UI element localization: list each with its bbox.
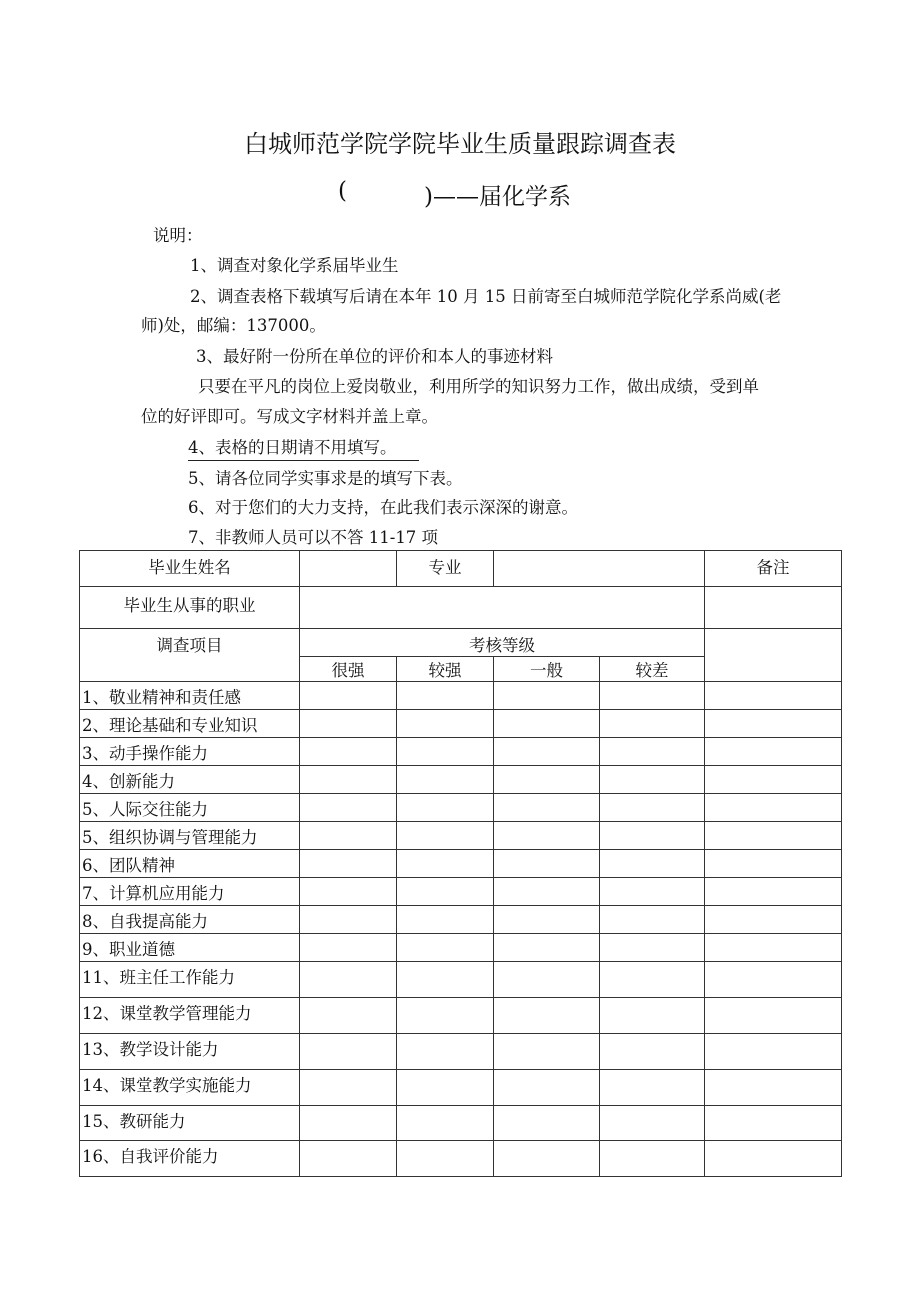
instruction-4: 4、表格的日期请不用填写。 <box>188 434 419 461</box>
rating-average-cell[interactable] <box>494 766 600 794</box>
rating-very-strong-cell[interactable] <box>300 850 397 878</box>
survey-item-label <box>80 878 300 906</box>
rating-weak-cell[interactable] <box>600 822 705 850</box>
rating-average-cell[interactable] <box>494 1106 600 1141</box>
rating-weak-cell[interactable] <box>600 878 705 906</box>
survey-item-text: 8、自我提高能力 <box>82 912 208 931</box>
instruction-6: 6、对于您们的大力支持，在此我们表示深深的谢意。 <box>188 498 578 517</box>
survey-rows <box>80 682 842 1177</box>
survey-item-text: 16、自我评价能力 <box>82 1147 219 1166</box>
survey-item-text: 3、动手操作能力 <box>82 744 208 763</box>
rating-very-strong-cell[interactable] <box>300 822 397 850</box>
rating-strong-cell[interactable] <box>397 738 494 766</box>
survey-item-label <box>80 1034 300 1070</box>
table-row <box>80 710 842 738</box>
survey-items-label-cell <box>80 629 300 682</box>
remarks-cell[interactable] <box>705 962 842 998</box>
level-very-strong: 很强 <box>300 657 397 682</box>
rating-average-cell[interactable] <box>494 906 600 934</box>
rating-weak-cell[interactable] <box>600 934 705 962</box>
rating-average-cell[interactable] <box>494 934 600 962</box>
rating-weak-cell[interactable] <box>600 1106 705 1141</box>
remarks-cell[interactable] <box>705 682 842 710</box>
survey-item-label <box>80 850 300 878</box>
remarks-cell[interactable] <box>705 794 842 822</box>
rating-very-strong-cell[interactable] <box>300 934 397 962</box>
survey-items-label: 调查项目 <box>156 636 223 655</box>
rating-strong-cell[interactable] <box>397 822 494 850</box>
rating-average-cell[interactable] <box>494 850 600 878</box>
survey-item-text: 14、课堂教学实施能力 <box>82 1076 252 1095</box>
table-row <box>80 822 842 850</box>
rating-very-strong-cell[interactable] <box>300 1106 397 1141</box>
rating-weak-cell[interactable] <box>600 1141 705 1177</box>
table-row <box>80 934 842 962</box>
rating-average-cell[interactable] <box>494 682 600 710</box>
table-row <box>80 850 842 878</box>
remarks-cell[interactable] <box>705 850 842 878</box>
level-weak: 较差 <box>600 657 705 682</box>
remarks-cell[interactable] <box>705 1141 842 1177</box>
instruction-1: 1、调查对象化学系届毕业生 <box>190 256 399 275</box>
table-row <box>80 766 842 794</box>
rating-weak-cell[interactable] <box>600 766 705 794</box>
rating-very-strong-cell[interactable] <box>300 998 397 1034</box>
rating-weak-cell[interactable] <box>600 998 705 1034</box>
survey-item-text: 6、团队精神 <box>82 856 175 875</box>
survey-table <box>79 550 842 1177</box>
rating-weak-cell[interactable] <box>600 738 705 766</box>
survey-item-text: 5、组织协调与管理能力 <box>82 828 258 847</box>
rating-strong-cell[interactable] <box>397 1106 494 1141</box>
rating-very-strong-cell[interactable] <box>300 1034 397 1070</box>
rating-weak-cell[interactable] <box>600 710 705 738</box>
rating-very-strong-cell[interactable] <box>300 738 397 766</box>
rating-average-cell[interactable] <box>494 998 600 1034</box>
name-label: 毕业生姓名 <box>148 558 231 577</box>
survey-item-text: 4、创新能力 <box>82 772 175 791</box>
instruction-5: 5、请各位同学实事求是的填写下表。 <box>188 469 463 488</box>
instruction-7: 7、非教师人员可以不答 11-17 项 <box>188 528 439 547</box>
rating-average-cell[interactable] <box>494 738 600 766</box>
survey-item-label <box>80 766 300 794</box>
remarks-cell[interactable] <box>705 1034 842 1070</box>
rating-remarks-cell <box>705 629 842 682</box>
instruction-3-detail-cont: 位的好评即可。写成文字材料并盖上章。 <box>141 407 438 426</box>
survey-item-label <box>80 1141 300 1177</box>
level-strong: 较强 <box>397 657 494 682</box>
remarks-cell[interactable] <box>705 1106 842 1141</box>
remarks-label-cell <box>705 551 842 587</box>
survey-item-label <box>80 998 300 1034</box>
survey-item-text: 7、计算机应用能力 <box>82 884 225 903</box>
remarks-cell[interactable] <box>705 934 842 962</box>
level-average: 一般 <box>494 657 600 682</box>
instructions-heading: 说明： <box>153 226 203 245</box>
survey-item-label <box>80 1070 300 1106</box>
rating-average-cell[interactable] <box>494 710 600 738</box>
subtitle-paren: ( <box>338 178 347 204</box>
table-row <box>80 738 842 766</box>
rating-average-cell[interactable] <box>494 1141 600 1177</box>
table-row <box>80 682 842 710</box>
rating-very-strong-cell[interactable] <box>300 766 397 794</box>
instruction-3-detail: 只要在平凡的岗位上爱岗敬业，利用所学的知识努力工作，做出成绩，受到单 <box>198 377 759 396</box>
survey-item-label <box>80 906 300 934</box>
rating-very-strong-cell[interactable] <box>300 710 397 738</box>
survey-item-text: 11、班主任工作能力 <box>82 968 235 987</box>
rating-very-strong-cell[interactable] <box>300 1141 397 1177</box>
survey-item-label <box>80 1106 300 1141</box>
rating-weak-cell[interactable] <box>600 1034 705 1070</box>
rating-strong-cell[interactable] <box>397 1034 494 1070</box>
rating-very-strong-cell[interactable] <box>300 1070 397 1106</box>
table-row <box>80 962 842 998</box>
remarks-cell[interactable] <box>705 738 842 766</box>
table-row <box>80 1070 842 1106</box>
table-row <box>80 794 842 822</box>
rating-strong-cell[interactable] <box>397 850 494 878</box>
rating-average-cell[interactable] <box>494 878 600 906</box>
remarks-cell[interactable] <box>705 878 842 906</box>
occupation-label-cell <box>80 587 300 629</box>
rating-average-cell[interactable] <box>494 822 600 850</box>
rating-strong-cell[interactable] <box>397 1070 494 1106</box>
rating-average-cell[interactable] <box>494 1034 600 1070</box>
survey-item-label <box>80 794 300 822</box>
remarks-label: 备注 <box>756 558 790 577</box>
name-label-cell <box>80 551 300 587</box>
survey-item-text: 13、教学设计能力 <box>82 1040 219 1059</box>
remarks-cell[interactable] <box>705 906 842 934</box>
rating-strong-cell[interactable] <box>397 906 494 934</box>
table-row <box>80 1034 842 1070</box>
survey-item-label <box>80 934 300 962</box>
occupation-remarks-cell[interactable] <box>705 587 842 629</box>
survey-item-text: 9、职业道德 <box>82 940 175 959</box>
rating-very-strong-cell[interactable] <box>300 682 397 710</box>
rating-very-strong-cell[interactable] <box>300 906 397 934</box>
table-row <box>80 998 842 1034</box>
occupation-label: 毕业生从事的职业 <box>123 596 256 615</box>
rating-weak-cell[interactable] <box>600 682 705 710</box>
remarks-cell[interactable] <box>705 998 842 1034</box>
rating-average-cell[interactable] <box>494 962 600 998</box>
instruction-2: 2、调查表格下载填写后请在本年 10 月 15 日前寄至白城师范学院化学系尚威(老 <box>190 287 782 306</box>
table-row <box>80 878 842 906</box>
survey-item-text: 2、理论基础和专业知识 <box>82 716 258 735</box>
survey-item-text: 15、教研能力 <box>82 1112 186 1131</box>
major-label: 专业 <box>428 558 462 577</box>
instruction-3: 3、最好附一份所在单位的评价和本人的事迹材料 <box>196 347 553 366</box>
rating-very-strong-cell[interactable] <box>300 794 397 822</box>
rating-strong-cell[interactable] <box>397 878 494 906</box>
rating-weak-cell[interactable] <box>600 906 705 934</box>
rating-weak-cell[interactable] <box>600 794 705 822</box>
survey-item-label <box>80 822 300 850</box>
survey-item-text: 12、课堂教学管理能力 <box>82 1004 252 1023</box>
rating-very-strong-cell[interactable] <box>300 962 397 998</box>
survey-item-text: 1、敬业精神和责任感 <box>82 688 241 707</box>
remarks-cell[interactable] <box>705 822 842 850</box>
subtitle-class: )——届化学系 <box>424 184 571 210</box>
rating-weak-cell[interactable] <box>600 962 705 998</box>
rating-weak-cell[interactable] <box>600 1070 705 1106</box>
table-row <box>80 1141 842 1177</box>
survey-item-text: 5、人际交往能力 <box>82 800 208 819</box>
table-row <box>80 1106 842 1141</box>
rating-strong-cell[interactable] <box>397 794 494 822</box>
table-row <box>80 906 842 934</box>
rating-strong-cell[interactable] <box>397 1141 494 1177</box>
survey-item-label <box>80 962 300 998</box>
page-title: 白城师范学院学院毕业生质量跟踪调查表 <box>244 130 676 158</box>
rating-strong-cell[interactable] <box>397 962 494 998</box>
rating-strong-cell[interactable] <box>397 710 494 738</box>
remarks-cell[interactable] <box>705 710 842 738</box>
remarks-cell[interactable] <box>705 1070 842 1106</box>
rating-average-cell[interactable] <box>494 794 600 822</box>
survey-item-label <box>80 682 300 710</box>
occupation-input-cell[interactable] <box>300 587 705 629</box>
rating-strong-cell[interactable] <box>397 998 494 1034</box>
rating-strong-cell[interactable] <box>397 682 494 710</box>
rating-label-cell <box>300 629 705 657</box>
rating-strong-cell[interactable] <box>397 766 494 794</box>
survey-item-label <box>80 738 300 766</box>
rating-very-strong-cell[interactable] <box>300 878 397 906</box>
name-input-cell[interactable] <box>300 551 397 587</box>
rating-average-cell[interactable] <box>494 1070 600 1106</box>
rating-label: 考核等级 <box>469 636 535 655</box>
instruction-2-cont: 师)处，邮编：137000。 <box>141 316 326 335</box>
major-input-cell[interactable] <box>494 551 705 587</box>
survey-item-label <box>80 710 300 738</box>
rating-strong-cell[interactable] <box>397 934 494 962</box>
rating-weak-cell[interactable] <box>600 850 705 878</box>
remarks-cell[interactable] <box>705 766 842 794</box>
major-label-cell <box>397 551 494 587</box>
